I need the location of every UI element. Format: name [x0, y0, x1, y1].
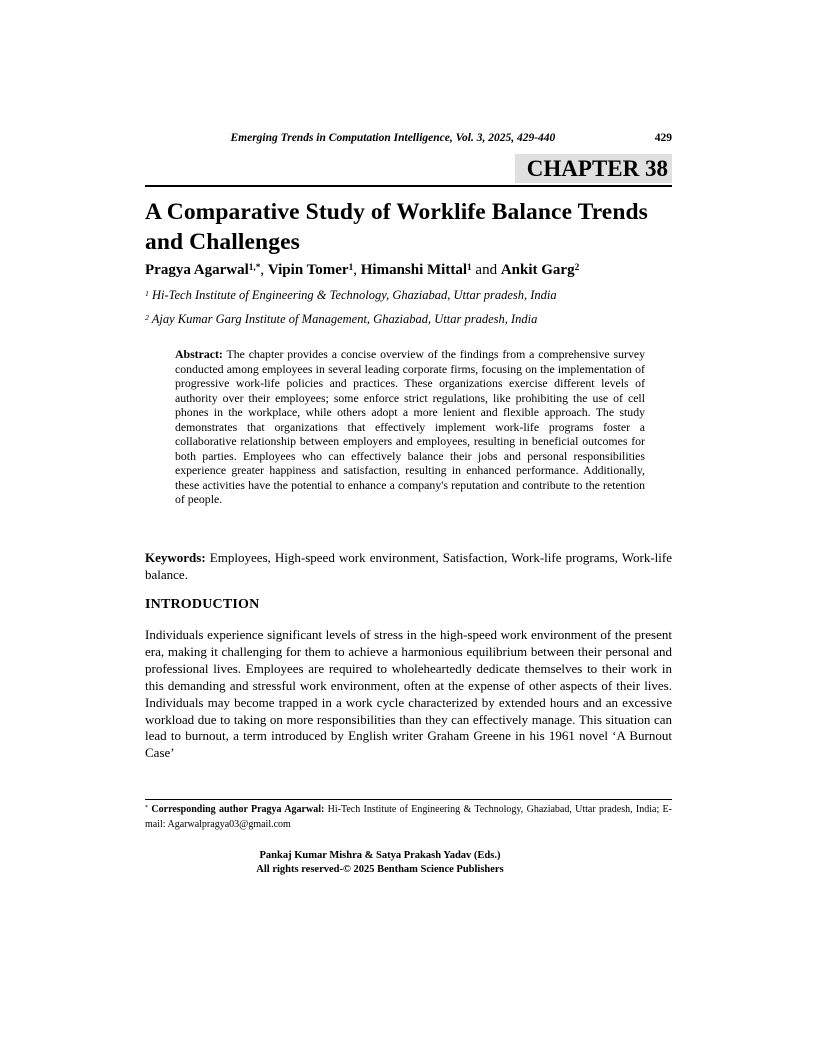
- affiliation-superscript: 1: [145, 288, 149, 298]
- footnote-text: Hi-Tech Institute of Engineering & Technology, Ghaziabad, Uttar pradesh, India; E-mail: Agarwalpragya03@gmail.com: [145, 804, 672, 830]
- affiliation-superscript: 2: [145, 312, 149, 322]
- author-name: Pragya Agarwal$^{1,*}$: [145, 262, 261, 278]
- running-header: [145, 131, 672, 146]
- author-name: Himanshi Mittal$^1$: [360, 262, 472, 278]
- affiliation-line: $^2$ Ajay Kumar Garg Institute of Management, Ghaziabad, Uttar pradesh, India: [145, 312, 538, 326]
- introduction-paragraph: Individuals experience significant levels of stress in the high-speed work environment of the present era, making it challenging for them to achieve a harmonious equilibrium between their personal and professional lives. Employees are required to wholeheartedly dedicate themselves to their work in this demanding and stressful work environment, often at the expense of other aspects of their lives. Individuals may become trapped in a work cycle characterized by extended hours and an excessive workload due to taking on more responsibilities than they can effectively manage. This situation can lead to burnout, a term introduced by English writer Graham Greene in his 1961 novel ‘A Burnout Case’: [145, 627, 672, 761]
- affiliation-line: $^1$ Hi-Tech Institute of Engineering & Technology, Ghaziabad, Uttar pradesh, India: [145, 288, 557, 302]
- author-superscript: 1: [348, 262, 354, 273]
- affiliations: [145, 284, 672, 332]
- editors-line: Pankaj Kumar Mishra & Satya Prakash Yadav (Eds.): [259, 850, 501, 861]
- chapter-row: [145, 154, 672, 183]
- header-rule: [145, 185, 672, 187]
- authors-line: Pragya Agarwal$^{1,*}$, Vipin Tomer$^1$, Himanshi Mittal$^1$ and Ankit Garg$^2$: [145, 262, 580, 278]
- journal-title: Emerging Trends in Computation Intelligence, Vol. 3, 2025, 429-440: [230, 132, 556, 144]
- publisher-footer: [145, 849, 615, 876]
- corresponding-author-footnote: [145, 803, 672, 831]
- keywords: [145, 549, 672, 583]
- author-superscript: 2: [574, 262, 580, 273]
- rights-line: All rights reserved-© 2025 Bentham Science Publishers: [256, 863, 504, 875]
- footnote-bold: Corresponding author Pragya Agarwal:: [151, 804, 325, 815]
- footnote-marker: *: [145, 804, 149, 812]
- author-name: Vipin Tomer$^1$: [267, 262, 354, 278]
- chapter-label: CHAPTER 38: [515, 154, 672, 183]
- author-superscript: 1: [467, 262, 472, 273]
- article-title: A Comparative Study of Worklife Balance Trends and Challenges: [145, 199, 648, 255]
- footnote-rule: [145, 799, 672, 800]
- abstract-text: The chapter provides a concise overview of the findings from a comprehensive survey conducted among employees in several leading corporate firms, focusing on the implementation of progressive work-life policies and practices. These organizations exercise different levels of authority over their employees; some enforce strict regulations, like prohibiting the use of cell phones in the workplace, while others adopt a more lenient and flexible approach. The study demonstrates that organizations that effectively implement work-life programs foster a collaborative relationship between employers and employees, resulting in beneficial outcomes for both parties. Employees who can effectively balance their jobs and personal responsibilities experience greater happiness and satisfaction, resulting in enhanced performance. Additionally, these activities have the potential to enhance a company's reputation and contribute to the retention of people.: [175, 347, 645, 506]
- abstract: [145, 347, 672, 507]
- keywords-label: Keywords:: [145, 550, 206, 565]
- page-number: 429: [654, 132, 672, 144]
- section-heading-introduction: INTRODUCTION: [145, 597, 260, 612]
- keywords-text: Employees, High-speed work environment, Satisfaction, Work-life programs, Work-life balance.: [145, 550, 673, 582]
- author-superscript: 1,*: [248, 262, 261, 273]
- abstract-label: Abstract:: [175, 347, 223, 361]
- author-name: Ankit Garg$^2$: [500, 262, 580, 278]
